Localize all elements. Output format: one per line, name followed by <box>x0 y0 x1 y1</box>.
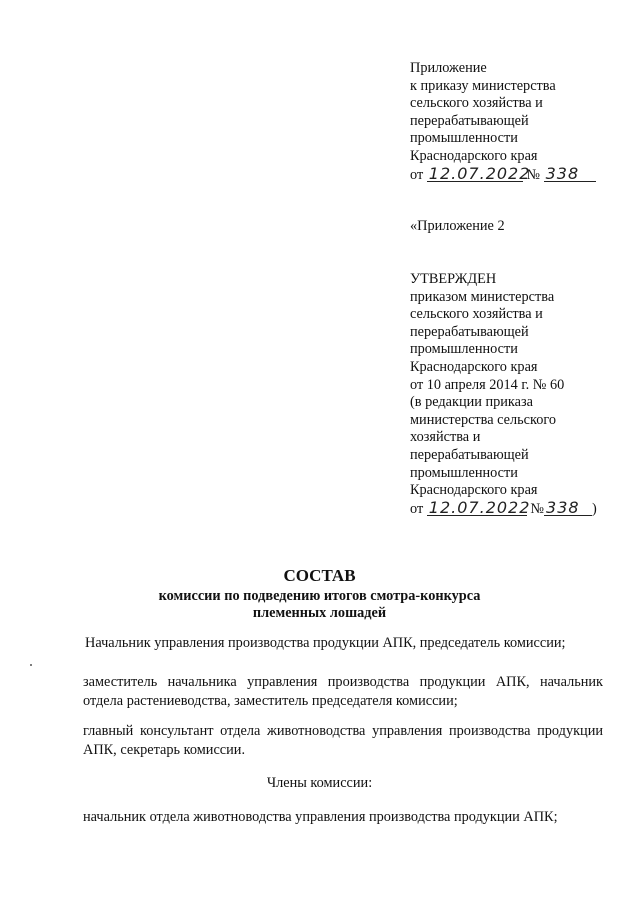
approved-line: от 10 апреля 2014 г. № 60 <box>410 376 565 393</box>
number-prefix: № <box>530 500 545 517</box>
approved-line: (в редакции приказа <box>410 394 534 411</box>
approved-line: Краснодарского края <box>410 482 538 499</box>
handwritten-number: 338 <box>544 166 596 182</box>
approved-line: сельского хозяйства и <box>410 306 543 323</box>
annex-line: перерабатывающей <box>410 112 529 129</box>
commission-item-deputy: заместитель начальника управления производства продукции АПК, начальник отдела растениеводства, заместитель председателя комиссии; <box>83 674 603 709</box>
approval-stamp-block <box>410 271 625 518</box>
annex-line: Приложение <box>410 60 487 76</box>
annex-line: промышленности <box>410 130 518 147</box>
members-heading: Члены комиссии: <box>266 775 373 791</box>
annex-date-line <box>410 163 625 185</box>
annex-line: к приказу министерства <box>410 77 556 94</box>
approved-line: Краснодарского края <box>410 358 538 375</box>
approved-line: перерабатывающей <box>410 323 529 340</box>
commission-member-item: начальник отдела животноводства управления производства продукции АПК; <box>83 809 558 825</box>
scan-speck <box>30 664 32 666</box>
annex-line: сельского хозяйства и <box>410 95 543 112</box>
approved-line: приказом министерства <box>410 288 555 305</box>
approved-line: министерства сельского <box>410 411 557 428</box>
approved-line: хозяйства и <box>410 429 481 446</box>
date-prefix: от <box>410 500 424 517</box>
handwritten-number: 338 <box>544 500 592 516</box>
approved-date-line <box>410 497 625 519</box>
annex-2-label <box>410 218 625 236</box>
handwritten-date: 12.07.2022 <box>428 497 531 517</box>
commission-item-secretary: главный консультант отдела животноводства управления производства продукции АПК, секретарь комиссии. <box>83 723 603 758</box>
number-prefix: № <box>526 166 541 183</box>
handwritten-date: 12.07.2022 <box>428 163 531 183</box>
annex-header <box>410 60 625 184</box>
closing-paren: ) <box>592 500 597 517</box>
approved-line: промышленности <box>410 341 518 358</box>
annex-line: Краснодарского края <box>410 147 538 164</box>
approved-line: промышленности <box>410 464 518 481</box>
subtitle-line: племенных лошадей <box>252 605 387 621</box>
date-prefix: от <box>410 166 424 183</box>
document-title: СОСТАВ <box>283 566 356 585</box>
approved-line: перерабатывающей <box>410 446 529 463</box>
commission-item-chairman: Начальник управления производства продукции АПК, председатель комиссии; <box>85 635 566 651</box>
annex-2-text: «Приложение 2 <box>410 218 505 234</box>
document-subtitle <box>0 588 639 622</box>
subtitle-line: комиссии по подведению итогов смотра-конкурса <box>158 588 481 604</box>
approved-heading: УТВЕРЖДЕН <box>410 271 497 287</box>
